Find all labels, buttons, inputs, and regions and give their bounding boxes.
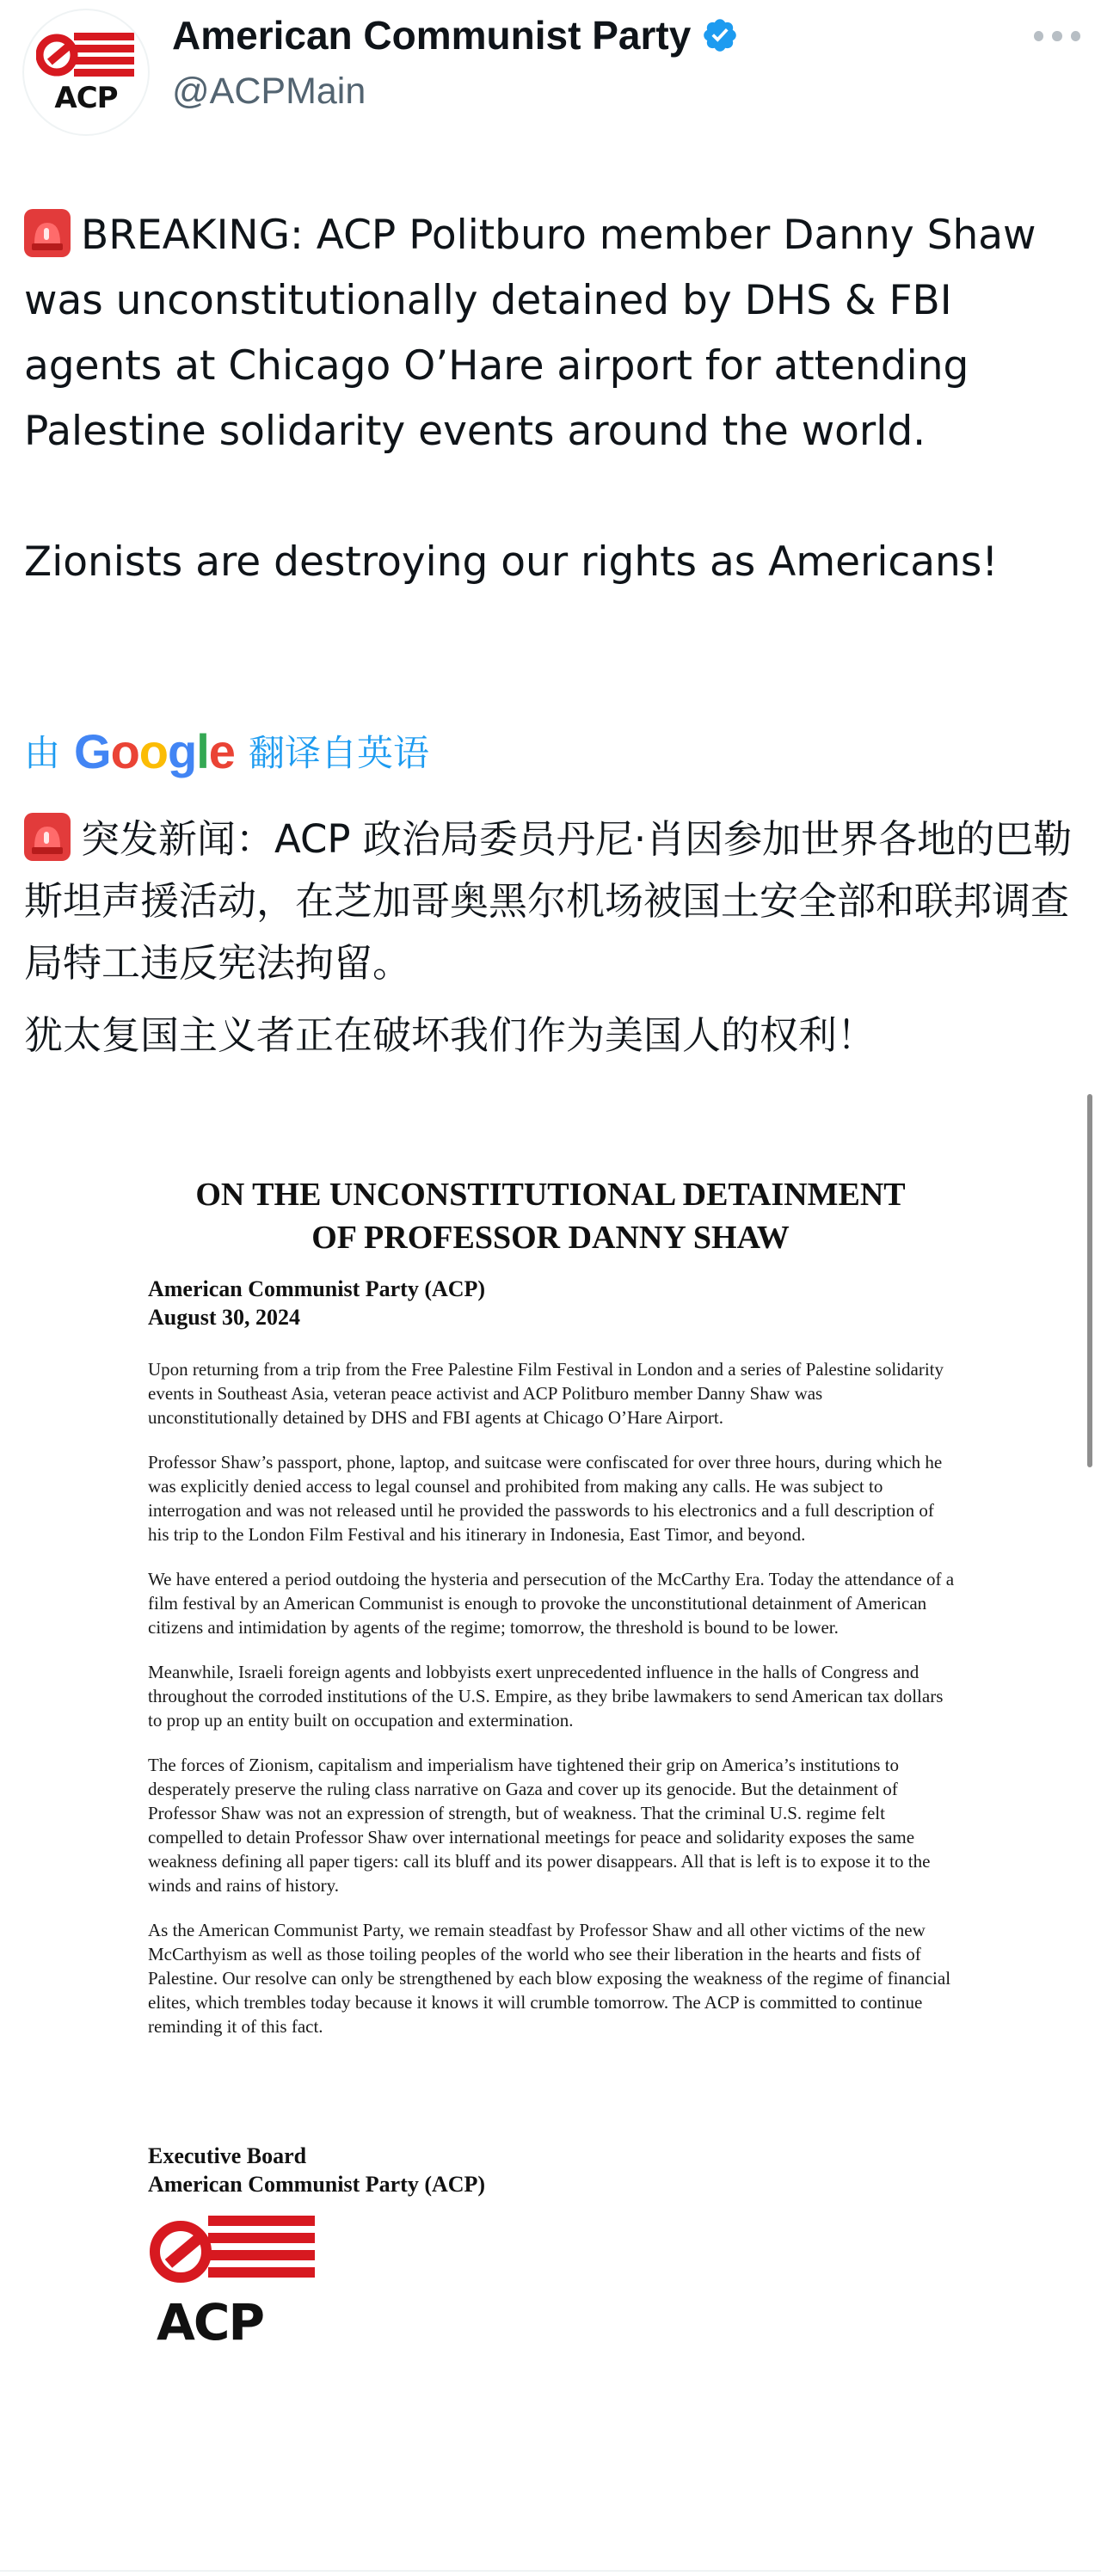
name-row xyxy=(172,12,739,58)
document-paragraph: Meanwhile, Israeli foreign agents and lobbyists exert unprecedented influence in the halls of Congress and throughout the corroded institutions of the U.S. Empire, as they bribe lawmakers to send American tax dollars to prop up an entity built on occupation and extermination. xyxy=(148,1662,944,1731)
document-logo-text: ACP xyxy=(157,2293,263,2352)
acp-logo-icon xyxy=(146,2210,318,2296)
document-date: August 30, 2024 xyxy=(148,1305,300,1330)
avatar-logo-text: ACP xyxy=(54,81,118,115)
verified-badge-icon xyxy=(701,16,739,54)
document-paragraph: We have entered a period outdoing the hysteria and persecution of the McCarthy Era. Today the attendance of a film festival by an American Communist is enough to provoke the unconstitutional detainment of American citizens and intimidation by agents of the regime; tomorrow, the threshold is bound to be lower. xyxy=(148,1569,955,1638)
siren-icon xyxy=(24,209,71,257)
translated-paragraph xyxy=(24,808,1082,994)
document-meta xyxy=(148,1275,485,1331)
translation-attribution[interactable] xyxy=(24,721,429,781)
translated-text xyxy=(24,808,1082,1077)
acp-logo-icon xyxy=(36,29,139,83)
tweet-header xyxy=(0,0,1101,138)
document-org: American Communist Party (ACP) xyxy=(148,1276,486,1301)
tweet-paragraph-text: BREAKING: ACP Politburo member Danny Shaw was unconstitutionally detained by DHS & FBI agents at Chicago O’Hare airport for attending Palestine solidarity events around the world. xyxy=(24,212,1036,455)
document-acp-logo xyxy=(146,2210,318,2357)
avatar[interactable] xyxy=(22,9,150,136)
translation-suffix: 翻译自英语 xyxy=(248,732,429,774)
document-title: ON THE UNCONSTITUTIONAL DETAINMENT OF PROFESSOR DANNY SHAW xyxy=(195,1177,906,1256)
document-signature: Executive Board American Communist Party (ACP) xyxy=(148,2143,486,2197)
tweet-paragraph-2: Zionists are destroying our rights as Americans! xyxy=(24,538,999,586)
siren-icon xyxy=(24,813,71,861)
more-options-icon[interactable] xyxy=(1034,31,1080,43)
attached-image-document[interactable] xyxy=(0,1118,1101,2572)
translated-paragraph-2: 犹太复国主义者正在破坏我们作为美国人的权利！ xyxy=(24,1012,876,1058)
google-logo: Google xyxy=(74,723,235,778)
document-paragraph: Professor Shaw’s passport, phone, laptop, and suitcase were confiscated for over three hours, during which he was explicitly denied access to legal counsel and prohibited from making any calls. He was subject to interrogation and was not released until he provided the passwords to his electronics and a full description of his trip to the London Film Festival and his itinerary in Indonesia, East Timor, and beyond. xyxy=(148,1452,943,1545)
display-name[interactable]: American Communist Party xyxy=(172,13,692,58)
document-paragraph: The forces of Zionism, capitalism and imperialism have tightened their grip on America’s institutions to desperately preserve the ruling class narrative on Gaza and cover up its genocide. But the detainment of Professor Shaw was not an expression of strength, but of weakness. That the criminal U.S. regime felt compelled to detain Professor Shaw over international meetings for peace and solidarity exposes the same weakness defining all paper tigers: call its bluff and its power disappears. All that is left is to expose it to the winds and rains of history. xyxy=(148,1755,931,1896)
translated-paragraph-text: 突发新闻：ACP 政治局委员丹尼·肖因参加世界各地的巴勒斯坦声援活动，在芝加哥奥黑尔机场被国土安全部和联邦调查局特工违反宪法拘留。 xyxy=(24,816,1073,986)
handle[interactable]: @ACPMain xyxy=(172,71,366,112)
document-paragraph: As the American Communist Party, we remain steadfast by Professor Shaw and all other victims of the new McCarthyism as well as those toiling peoples of the world who see their liberation in the hearts and fists of Palestine. Our resolve can only be strengthened by each blow exposing the weakness of the regime of financial elites, which trembles today because it knows it will crumble tomorrow. The ACP is committed to continue reminding it of this fact. xyxy=(148,1920,951,2037)
document-body xyxy=(148,1357,956,2059)
translation-prefix: 由 xyxy=(24,732,61,774)
tweet-paragraph xyxy=(24,203,1082,464)
tweet-text xyxy=(24,203,1082,595)
document-paragraph: Upon returning from a trip from the Free Palestine Film Festival in London and a series of Palestine solidarity events in Southeast Asia, veteran peace activist and ACP Politburo member Danny Shaw was unconstitutionally detained by DHS and FBI agents at Chicago O’Hare Airport. xyxy=(148,1359,944,1428)
divider xyxy=(0,2570,1101,2572)
